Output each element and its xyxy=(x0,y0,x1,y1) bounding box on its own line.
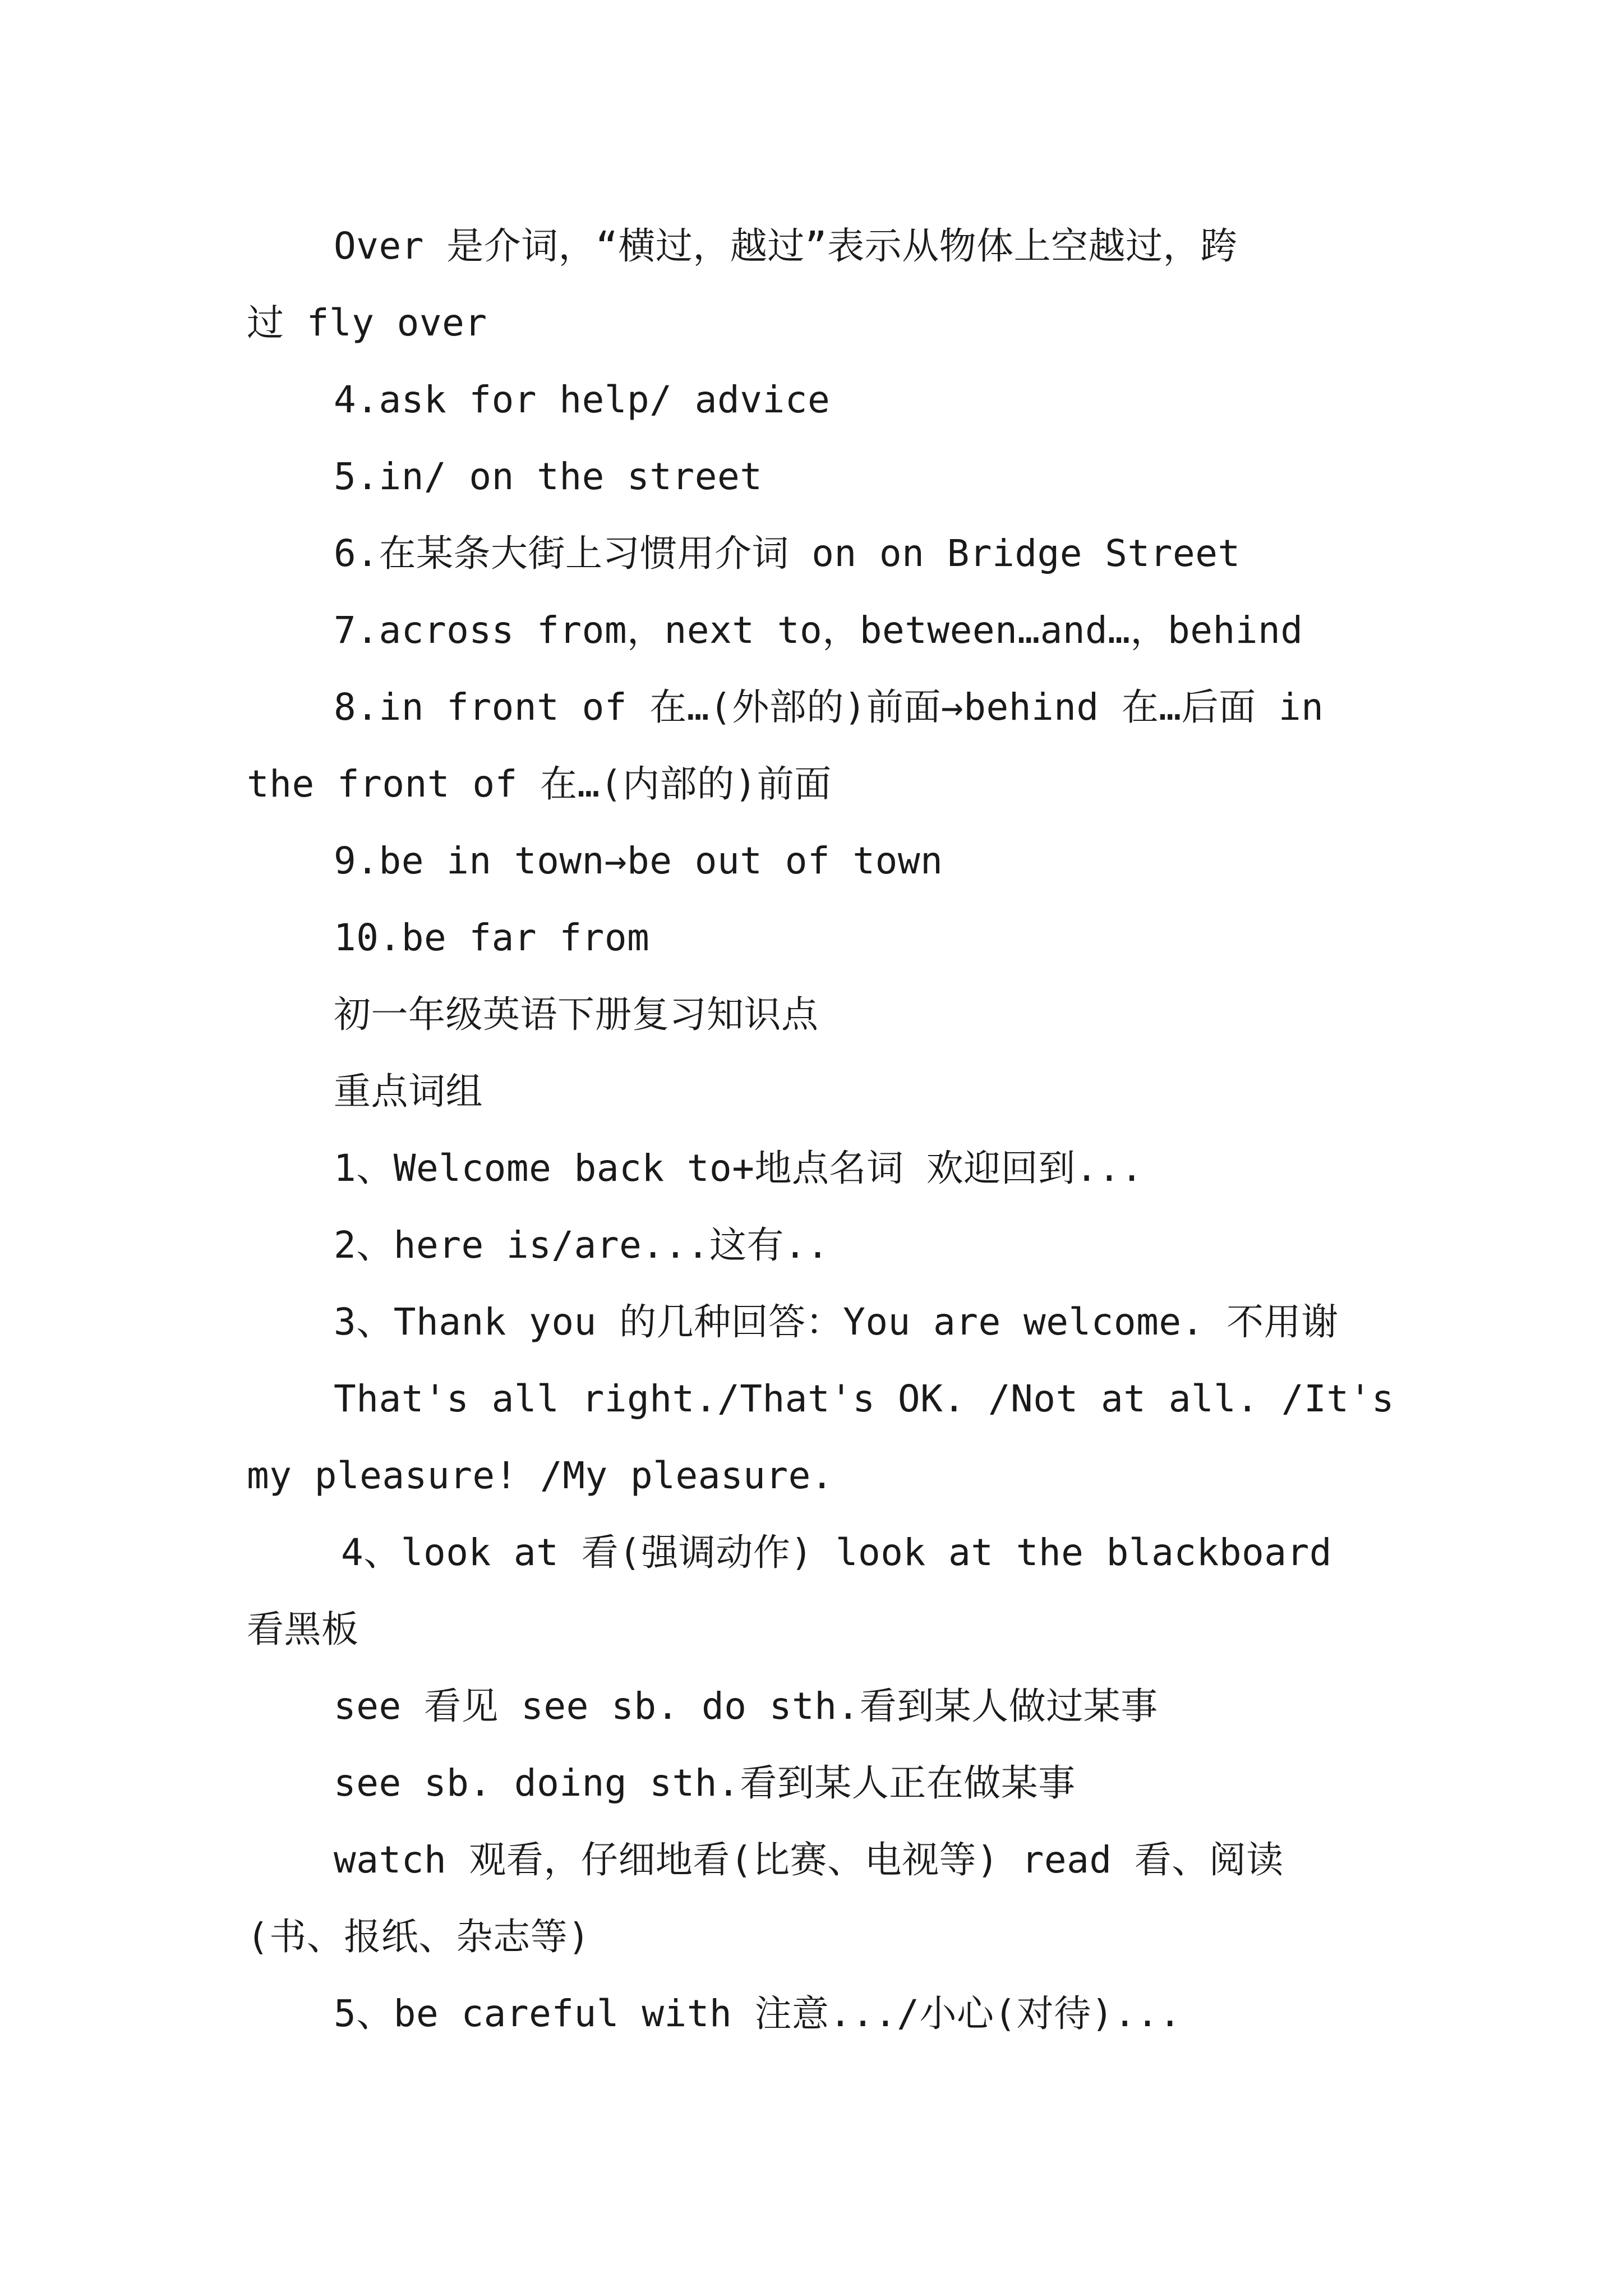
text-line: 1、Welcome back to+地点名词 欢迎回到... xyxy=(334,1147,1144,1190)
text-line: see sb. doing sth.看到某人正在做某事 xyxy=(334,1761,1076,1805)
text-line: 3、Thank you 的几种回答：You are welcome. 不用谢 xyxy=(334,1300,1339,1343)
text-line: the front of 在…(内部的)前面 xyxy=(247,762,832,806)
text-line: 5、be careful with 注意.../小心(对待)... xyxy=(334,1992,1182,2035)
text-line: 6.在某条大街上习惯用介词 on on Bridge Street xyxy=(334,532,1241,575)
text-line: (书、报纸、杂志等) xyxy=(247,1915,591,1958)
text-line: That's all right./That's OK. /Not at all. /It's xyxy=(334,1377,1395,1420)
text-line: 2、here is/are...这有.. xyxy=(334,1223,829,1267)
text-line: 8.in front of 在…(外部的)前面→behind 在…后面 in xyxy=(334,685,1324,729)
section-heading: 初一年级英语下册复习知识点 xyxy=(334,993,819,1036)
text-line: my pleasure! /My pleasure. xyxy=(247,1454,834,1497)
text-line: 4、look at 看(强调动作) look at the blackboard xyxy=(341,1531,1332,1574)
text-line: Over 是介词，“横过，越过”表示从物体上空越过，跨 xyxy=(334,224,1238,268)
text-line: 10.be far from xyxy=(334,916,650,959)
text-line: 过 fly over xyxy=(247,301,487,344)
text-line: 9.be in town→be out of town xyxy=(334,839,943,882)
text-line: watch 观看，仔细地看(比赛、电视等) read 看、阅读 xyxy=(334,1838,1284,1881)
document-body xyxy=(247,208,1395,2052)
text-line: 7.across from，next to，between…and…，behind xyxy=(334,609,1303,652)
text-line: see 看见 see sb. do sth.看到某人做过某事 xyxy=(334,1685,1158,1728)
text-line: 5.in/ on the street xyxy=(334,455,763,498)
subsection-heading: 重点词组 xyxy=(334,1070,483,1113)
text-line: 看黑板 xyxy=(247,1608,359,1651)
text-line: 4.ask for help/ advice xyxy=(334,378,831,421)
